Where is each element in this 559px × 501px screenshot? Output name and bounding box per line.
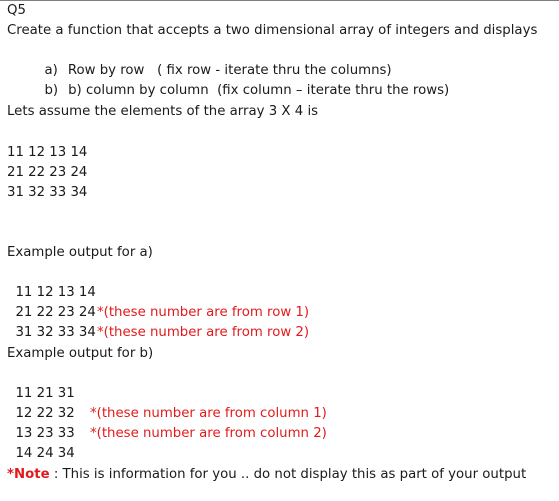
- footer-note: [7, 465, 526, 485]
- array-row-3: 31 32 33 34: [7, 185, 88, 200]
- option-b-marker: b): [44, 83, 59, 98]
- example-a-row-1-values: 11 12 13 14: [15, 285, 96, 300]
- question-prompt: Create a function that accepts a two dimensional array of integers and displays: [7, 23, 538, 38]
- option-a-text: Row by row ( fix row - iterate thru the columns): [67, 63, 392, 78]
- top-border-line: [0, 0, 559, 1]
- example-a-row-3: [7, 303, 96, 340]
- example-a-row-2-note: *(these number are from row 2): [97, 325, 310, 340]
- example-b-row-2-values: 12 22 32: [15, 406, 75, 421]
- assumption-text: Lets assume the elements of the array 3 X 4 is: [7, 104, 319, 119]
- example-a-row-3-values: 31 32 33 34: [15, 325, 96, 340]
- option-b-text: b) column by column (fix column – iterate thru the rows): [68, 83, 450, 98]
- footer-note-text: : This is information for you .. do not display this as part of your output: [49, 467, 527, 482]
- example-b-row-1-values: 11 21 31: [15, 386, 75, 401]
- option-b: [36, 61, 450, 98]
- example-b-row-1-note: *(these number are from column 1): [90, 406, 327, 421]
- question-id: Q5: [7, 3, 26, 18]
- footer-note-label: *Note: [7, 467, 50, 482]
- option-a: [36, 41, 392, 78]
- option-a-marker: a): [44, 63, 58, 78]
- example-b-row-4: [7, 424, 75, 461]
- example-b-row-2-note: *(these number are from column 2): [90, 426, 327, 441]
- example-a-row-1-note: *(these number are from row 1): [97, 305, 310, 320]
- array-row-1: 11 12 13 14: [7, 145, 88, 160]
- example-b-row-4-values: 14 24 34: [15, 446, 75, 461]
- example-b-row-3-values: 13 23 33: [15, 426, 75, 441]
- example-b-heading: Example output for b): [7, 346, 154, 361]
- example-a-row-2-values: 21 22 23 24: [15, 305, 96, 320]
- example-a-heading: Example output for a): [7, 245, 153, 260]
- array-row-2: 21 22 23 24: [7, 165, 88, 180]
- example-b-row-3: [7, 404, 75, 441]
